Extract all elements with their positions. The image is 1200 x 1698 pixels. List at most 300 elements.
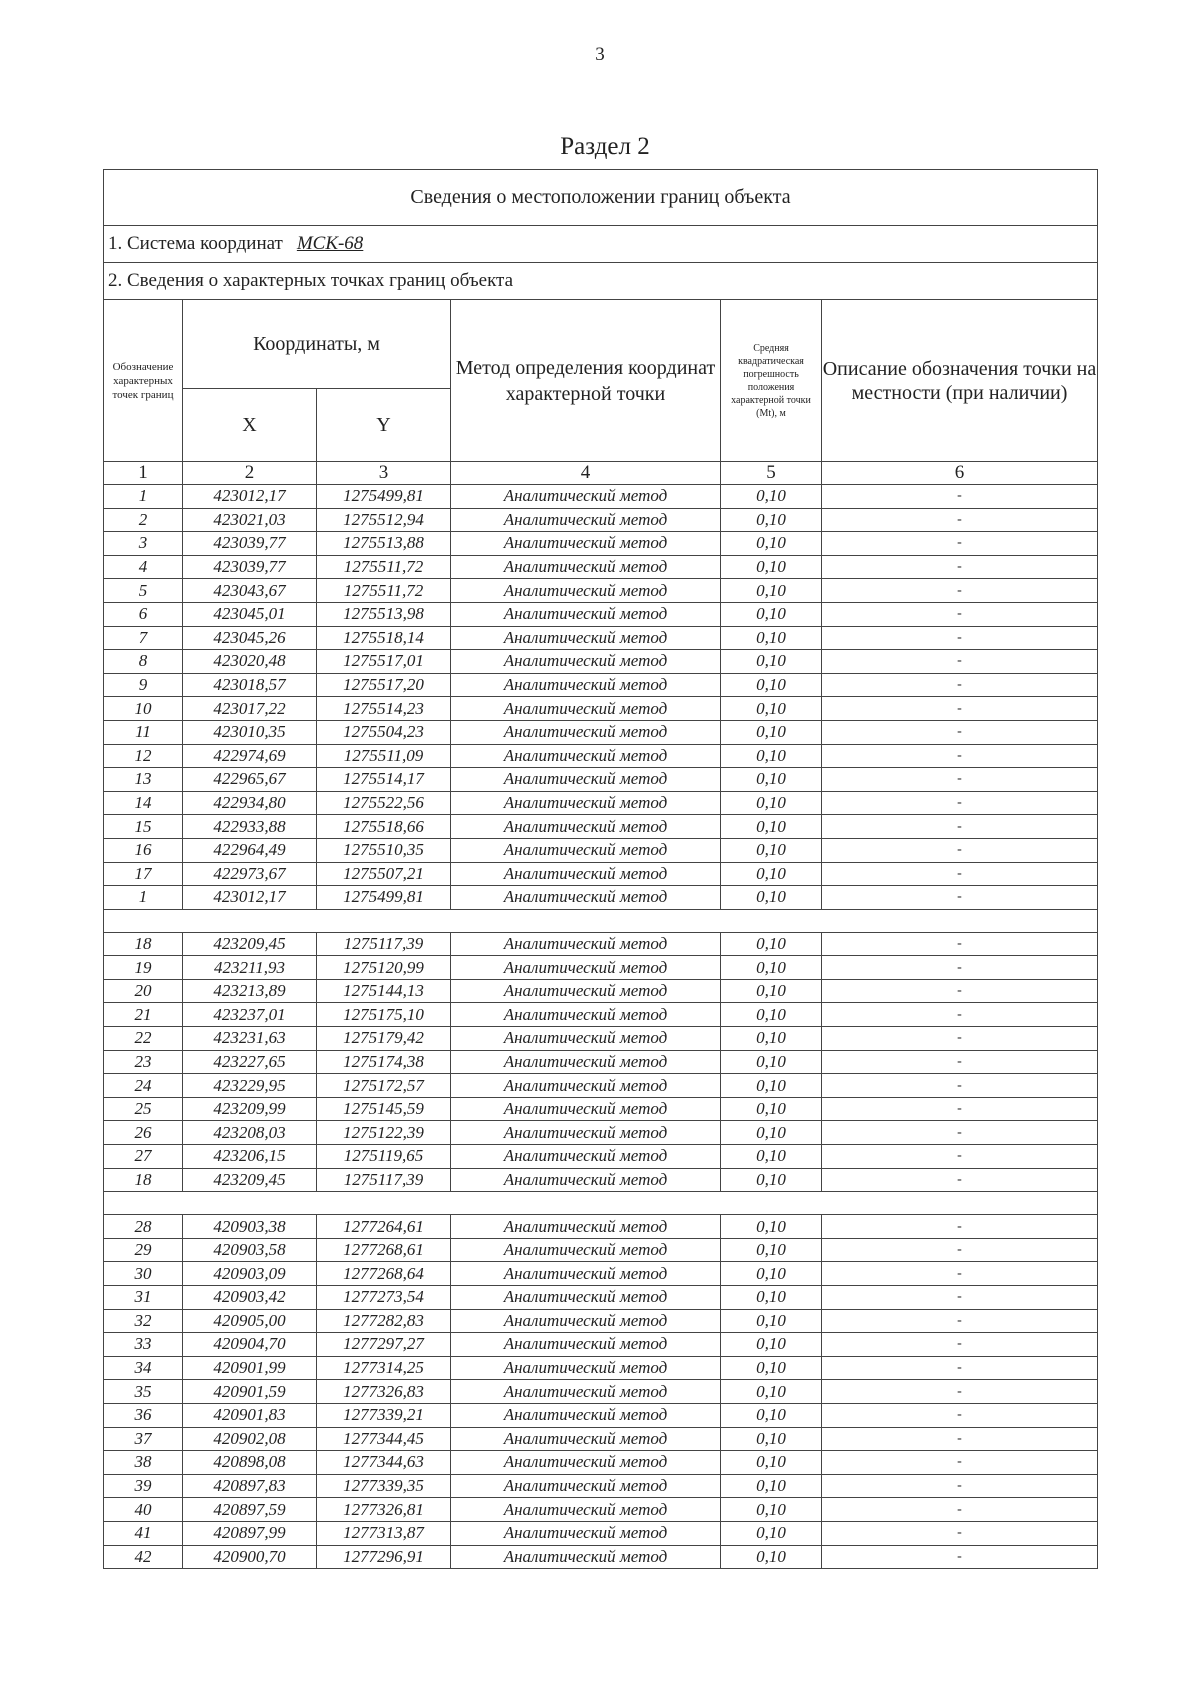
column-number: 2 [183, 462, 317, 485]
coord-x: 422965,67 [183, 768, 317, 792]
point-id: 18 [104, 932, 183, 956]
description: - [822, 1262, 1098, 1286]
table-row [104, 697, 1098, 721]
point-id: 32 [104, 1309, 183, 1333]
table-row [104, 1097, 1098, 1121]
coord-y: 1277296,91 [317, 1545, 451, 1569]
point-id: 24 [104, 1074, 183, 1098]
header-error: Средняя квадратическая погрешность положения характерной точки (Mt), м [721, 300, 822, 462]
coord-y: 1277314,25 [317, 1356, 451, 1380]
method: Аналитический метод [451, 1309, 721, 1333]
table-row [104, 791, 1098, 815]
point-id: 40 [104, 1498, 183, 1522]
table-row [104, 1356, 1098, 1380]
mean-error: 0,10 [721, 956, 822, 980]
mean-error: 0,10 [721, 979, 822, 1003]
description: - [822, 579, 1098, 603]
mean-error: 0,10 [721, 1451, 822, 1475]
method: Аналитический метод [451, 1003, 721, 1027]
method: Аналитический метод [451, 650, 721, 674]
coord-x: 423012,17 [183, 485, 317, 509]
description: - [822, 1427, 1098, 1451]
point-id: 9 [104, 673, 183, 697]
table-row [104, 1262, 1098, 1286]
method: Аналитический метод [451, 1145, 721, 1169]
point-id: 28 [104, 1215, 183, 1239]
method: Аналитический метод [451, 862, 721, 886]
description: - [822, 956, 1098, 980]
method: Аналитический метод [451, 1356, 721, 1380]
table-row [104, 1215, 1098, 1239]
method: Аналитический метод [451, 1521, 721, 1545]
coord-y: 1277264,61 [317, 1215, 451, 1239]
header-designation: Обозначение характерных точек границ [104, 300, 183, 462]
method: Аналитический метод [451, 791, 721, 815]
method: Аналитический метод [451, 1498, 721, 1522]
point-id: 13 [104, 768, 183, 792]
table-row [104, 1521, 1098, 1545]
coord-y: 1275174,38 [317, 1050, 451, 1074]
mean-error: 0,10 [721, 1262, 822, 1286]
description: - [822, 1545, 1098, 1569]
method: Аналитический метод [451, 768, 721, 792]
description: - [822, 1521, 1098, 1545]
table-row [104, 508, 1098, 532]
method: Аналитический метод [451, 1238, 721, 1262]
description: - [822, 768, 1098, 792]
coord-x: 423012,17 [183, 886, 317, 910]
mean-error: 0,10 [721, 720, 822, 744]
mean-error: 0,10 [721, 1427, 822, 1451]
description: - [822, 1356, 1098, 1380]
method: Аналитический метод [451, 956, 721, 980]
table-row [104, 1168, 1098, 1192]
method: Аналитический метод [451, 1403, 721, 1427]
mean-error: 0,10 [721, 1333, 822, 1357]
mean-error: 0,10 [721, 1050, 822, 1074]
coord-y: 1275518,14 [317, 626, 451, 650]
coord-x: 423209,45 [183, 1168, 317, 1192]
table-title: Сведения о местоположении границ объекта [104, 170, 1098, 226]
header-method: Метод определения координат характерной точки [451, 300, 721, 462]
mean-error: 0,10 [721, 1286, 822, 1310]
coord-x: 422973,67 [183, 862, 317, 886]
description: - [822, 626, 1098, 650]
point-id: 23 [104, 1050, 183, 1074]
point-id: 20 [104, 979, 183, 1003]
column-number: 4 [451, 462, 721, 485]
coord-y: 1275511,72 [317, 555, 451, 579]
coord-x: 423209,45 [183, 932, 317, 956]
point-id: 1 [104, 886, 183, 910]
mean-error: 0,10 [721, 626, 822, 650]
mean-error: 0,10 [721, 1121, 822, 1145]
mean-error: 0,10 [721, 602, 822, 626]
method: Аналитический метод [451, 673, 721, 697]
coord-x: 420901,59 [183, 1380, 317, 1404]
table-row [104, 1003, 1098, 1027]
point-id: 38 [104, 1451, 183, 1475]
table-row [104, 532, 1098, 556]
table-row [104, 862, 1098, 886]
table-row [104, 485, 1098, 509]
mean-error: 0,10 [721, 932, 822, 956]
coord-y: 1275119,65 [317, 1145, 451, 1169]
table-row [104, 1286, 1098, 1310]
header-coordinates: Координаты, м [183, 300, 451, 389]
mean-error: 0,10 [721, 768, 822, 792]
method: Аналитический метод [451, 1262, 721, 1286]
mean-error: 0,10 [721, 791, 822, 815]
description: - [822, 1451, 1098, 1475]
description: - [822, 1027, 1098, 1051]
method: Аналитический метод [451, 744, 721, 768]
point-id: 35 [104, 1380, 183, 1404]
point-id: 4 [104, 555, 183, 579]
coord-x: 423043,67 [183, 579, 317, 603]
table-row [104, 979, 1098, 1003]
method: Аналитический метод [451, 532, 721, 556]
description: - [822, 1097, 1098, 1121]
point-id: 14 [104, 791, 183, 815]
column-number: 3 [317, 462, 451, 485]
coord-x: 420900,70 [183, 1545, 317, 1569]
table-row [104, 1403, 1098, 1427]
description: - [822, 1074, 1098, 1098]
mean-error: 0,10 [721, 1238, 822, 1262]
boundary-points-table [103, 169, 1098, 1569]
coord-x: 420903,38 [183, 1215, 317, 1239]
point-id: 18 [104, 1168, 183, 1192]
description: - [822, 1380, 1098, 1404]
point-id: 12 [104, 744, 183, 768]
coord-x: 423017,22 [183, 697, 317, 721]
mean-error: 0,10 [721, 532, 822, 556]
mean-error: 0,10 [721, 815, 822, 839]
table-row [104, 673, 1098, 697]
method: Аналитический метод [451, 508, 721, 532]
column-number: 6 [822, 462, 1098, 485]
column-numbers-row [104, 462, 1098, 485]
coord-x: 420903,42 [183, 1286, 317, 1310]
mean-error: 0,10 [721, 1380, 822, 1404]
description: - [822, 1498, 1098, 1522]
point-id: 22 [104, 1027, 183, 1051]
column-number: 5 [721, 462, 822, 485]
coord-y: 1277268,61 [317, 1238, 451, 1262]
description: - [822, 555, 1098, 579]
coord-y: 1275172,57 [317, 1074, 451, 1098]
header-y: Y [317, 389, 451, 462]
table-row [104, 650, 1098, 674]
method: Аналитический метод [451, 979, 721, 1003]
method: Аналитический метод [451, 1168, 721, 1192]
mean-error: 0,10 [721, 1498, 822, 1522]
description: - [822, 1403, 1098, 1427]
method: Аналитический метод [451, 1380, 721, 1404]
points-section-label: 2. Сведения о характерных точках границ объекта [104, 263, 1098, 300]
coord-y: 1275518,66 [317, 815, 451, 839]
point-id: 39 [104, 1474, 183, 1498]
coord-x: 423039,77 [183, 532, 317, 556]
coord-y: 1277344,63 [317, 1451, 451, 1475]
mean-error: 0,10 [721, 508, 822, 532]
description: - [822, 485, 1098, 509]
header-x: X [183, 389, 317, 462]
coord-y: 1277282,83 [317, 1309, 451, 1333]
coord-y: 1275507,21 [317, 862, 451, 886]
coord-y: 1275145,59 [317, 1097, 451, 1121]
method: Аналитический метод [451, 1215, 721, 1239]
coord-y: 1277273,54 [317, 1286, 451, 1310]
coord-y: 1275513,88 [317, 532, 451, 556]
table-row [104, 1121, 1098, 1145]
coord-x: 422934,80 [183, 791, 317, 815]
description: - [822, 886, 1098, 910]
coord-x: 422964,49 [183, 838, 317, 862]
coord-system-row [104, 226, 1098, 263]
coord-x: 422974,69 [183, 744, 317, 768]
description: - [822, 673, 1098, 697]
description: - [822, 1050, 1098, 1074]
mean-error: 0,10 [721, 1356, 822, 1380]
coord-y: 1275512,94 [317, 508, 451, 532]
coord-y: 1277326,83 [317, 1380, 451, 1404]
coord-y: 1275511,09 [317, 744, 451, 768]
point-id: 33 [104, 1333, 183, 1357]
point-id: 41 [104, 1521, 183, 1545]
coord-x: 423209,99 [183, 1097, 317, 1121]
table-row [104, 626, 1098, 650]
mean-error: 0,10 [721, 838, 822, 862]
coord-y: 1275517,20 [317, 673, 451, 697]
description: - [822, 602, 1098, 626]
mean-error: 0,10 [721, 485, 822, 509]
coord-y: 1275514,17 [317, 768, 451, 792]
description: - [822, 744, 1098, 768]
mean-error: 0,10 [721, 673, 822, 697]
coord-x: 423010,35 [183, 720, 317, 744]
mean-error: 0,10 [721, 1215, 822, 1239]
coord-y: 1277339,21 [317, 1403, 451, 1427]
table-row [104, 555, 1098, 579]
coord-x: 420904,70 [183, 1333, 317, 1357]
method: Аналитический метод [451, 815, 721, 839]
coord-x: 420897,83 [183, 1474, 317, 1498]
description: - [822, 1474, 1098, 1498]
point-id: 19 [104, 956, 183, 980]
point-id: 30 [104, 1262, 183, 1286]
coord-x: 423020,48 [183, 650, 317, 674]
mean-error: 0,10 [721, 886, 822, 910]
method: Аналитический метод [451, 1074, 721, 1098]
table-row [104, 1309, 1098, 1333]
coord-x: 423208,03 [183, 1121, 317, 1145]
description: - [822, 862, 1098, 886]
mean-error: 0,10 [721, 697, 822, 721]
table-row [104, 579, 1098, 603]
method: Аналитический метод [451, 1027, 721, 1051]
point-id: 7 [104, 626, 183, 650]
method: Аналитический метод [451, 1427, 721, 1451]
mean-error: 0,10 [721, 1474, 822, 1498]
table-row [104, 1238, 1098, 1262]
description: - [822, 932, 1098, 956]
method: Аналитический метод [451, 1545, 721, 1569]
description: - [822, 1309, 1098, 1333]
method: Аналитический метод [451, 838, 721, 862]
coord-y: 1275522,56 [317, 791, 451, 815]
point-id: 11 [104, 720, 183, 744]
table-row [104, 1050, 1098, 1074]
mean-error: 0,10 [721, 1145, 822, 1169]
point-id: 29 [104, 1238, 183, 1262]
method: Аналитический метод [451, 555, 721, 579]
method: Аналитический метод [451, 579, 721, 603]
description: - [822, 1238, 1098, 1262]
coord-x: 423045,26 [183, 626, 317, 650]
coord-y: 1277344,45 [317, 1427, 451, 1451]
mean-error: 0,10 [721, 1027, 822, 1051]
coord-y: 1275510,35 [317, 838, 451, 862]
coord-system-label: 1. Система координат [108, 233, 283, 254]
description: - [822, 791, 1098, 815]
coord-y: 1275499,81 [317, 485, 451, 509]
mean-error: 0,10 [721, 1309, 822, 1333]
coord-x: 423018,57 [183, 673, 317, 697]
table-row [104, 1451, 1098, 1475]
point-id: 27 [104, 1145, 183, 1169]
table-row [104, 602, 1098, 626]
point-id: 42 [104, 1545, 183, 1569]
point-id: 37 [104, 1427, 183, 1451]
method: Аналитический метод [451, 720, 721, 744]
description: - [822, 1333, 1098, 1357]
method: Аналитический метод [451, 602, 721, 626]
table-row [104, 1427, 1098, 1451]
coord-x: 423229,95 [183, 1074, 317, 1098]
table-row [104, 720, 1098, 744]
point-id: 6 [104, 602, 183, 626]
method: Аналитический метод [451, 1121, 721, 1145]
point-id: 34 [104, 1356, 183, 1380]
point-id: 1 [104, 485, 183, 509]
coord-x: 420898,08 [183, 1451, 317, 1475]
point-id: 26 [104, 1121, 183, 1145]
coord-y: 1275514,23 [317, 697, 451, 721]
coord-y: 1277297,27 [317, 1333, 451, 1357]
coord-y: 1277326,81 [317, 1498, 451, 1522]
table-row [104, 838, 1098, 862]
table-row [104, 1027, 1098, 1051]
column-number: 1 [104, 462, 183, 485]
group-separator-cell [104, 1192, 1098, 1215]
coord-x: 420903,58 [183, 1238, 317, 1262]
mean-error: 0,10 [721, 1545, 822, 1569]
coord-y: 1275175,10 [317, 1003, 451, 1027]
section-title: Раздел 2 [560, 133, 650, 160]
description: - [822, 1145, 1098, 1169]
mean-error: 0,10 [721, 744, 822, 768]
table-row [104, 1074, 1098, 1098]
description: - [822, 650, 1098, 674]
coord-y: 1275513,98 [317, 602, 451, 626]
page-number: 3 [595, 44, 605, 65]
method: Аналитический метод [451, 1050, 721, 1074]
table-row [104, 956, 1098, 980]
coord-y: 1277313,87 [317, 1521, 451, 1545]
point-id: 2 [104, 508, 183, 532]
table-row [104, 1545, 1098, 1569]
table-row [104, 744, 1098, 768]
coord-x: 423231,63 [183, 1027, 317, 1051]
description: - [822, 532, 1098, 556]
mean-error: 0,10 [721, 555, 822, 579]
coord-y: 1277339,35 [317, 1474, 451, 1498]
mean-error: 0,10 [721, 862, 822, 886]
table-row [104, 1333, 1098, 1357]
description: - [822, 1215, 1098, 1239]
method: Аналитический метод [451, 932, 721, 956]
group-separator-cell [104, 909, 1098, 932]
point-id: 21 [104, 1003, 183, 1027]
mean-error: 0,10 [721, 1521, 822, 1545]
table-row [104, 932, 1098, 956]
method: Аналитический метод [451, 626, 721, 650]
method: Аналитический метод [451, 485, 721, 509]
mean-error: 0,10 [721, 1168, 822, 1192]
coord-system-value: МСК-68 [296, 233, 364, 254]
description: - [822, 697, 1098, 721]
table-row [104, 1380, 1098, 1404]
mean-error: 0,10 [721, 1097, 822, 1121]
group-separator [104, 1192, 1098, 1215]
coord-y: 1275499,81 [317, 886, 451, 910]
method: Аналитический метод [451, 1474, 721, 1498]
description: - [822, 720, 1098, 744]
coord-y: 1275517,01 [317, 650, 451, 674]
coord-x: 420901,99 [183, 1356, 317, 1380]
coord-x: 420901,83 [183, 1403, 317, 1427]
header-description: Описание обозначения точки на местности (при наличии) [822, 300, 1098, 462]
description: - [822, 979, 1098, 1003]
coord-y: 1275117,39 [317, 932, 451, 956]
method: Аналитический метод [451, 697, 721, 721]
table-row [104, 815, 1098, 839]
method: Аналитический метод [451, 1286, 721, 1310]
coord-x: 423045,01 [183, 602, 317, 626]
coord-y: 1275117,39 [317, 1168, 451, 1192]
point-id: 31 [104, 1286, 183, 1310]
point-id: 15 [104, 815, 183, 839]
description: - [822, 1168, 1098, 1192]
coord-y: 1275122,39 [317, 1121, 451, 1145]
description: - [822, 1121, 1098, 1145]
coord-x: 420902,08 [183, 1427, 317, 1451]
table-row [104, 886, 1098, 910]
coord-y: 1277268,64 [317, 1262, 451, 1286]
point-id: 17 [104, 862, 183, 886]
coord-x: 423211,93 [183, 956, 317, 980]
table-row [104, 1498, 1098, 1522]
point-id: 16 [104, 838, 183, 862]
point-id: 3 [104, 532, 183, 556]
coord-x: 420903,09 [183, 1262, 317, 1286]
description: - [822, 838, 1098, 862]
coord-y: 1275504,23 [317, 720, 451, 744]
description: - [822, 815, 1098, 839]
coord-x: 423237,01 [183, 1003, 317, 1027]
